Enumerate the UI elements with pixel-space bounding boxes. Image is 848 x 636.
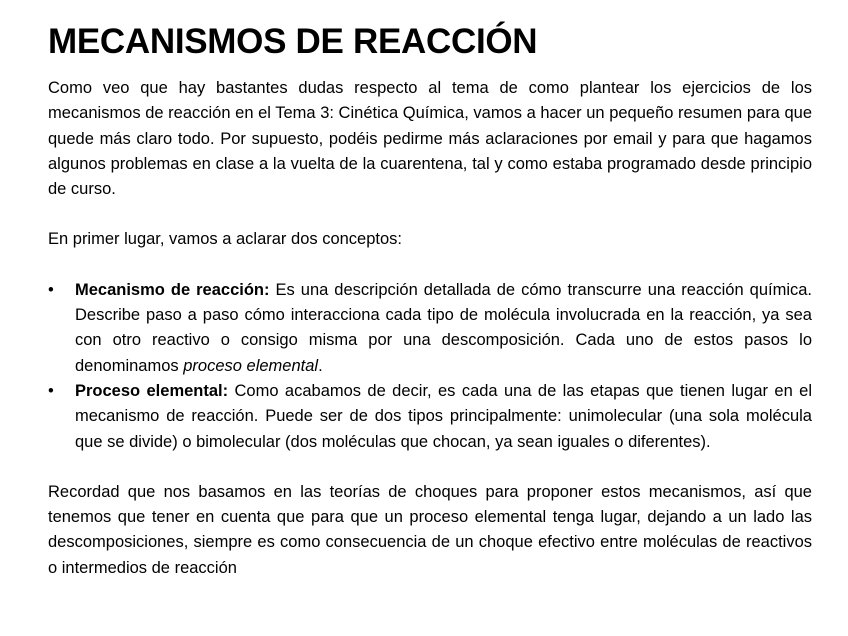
term-mecanismo: Mecanismo de reacción: (75, 280, 270, 299)
paragraph-spacer (48, 202, 812, 227)
document-title: MECANISMOS DE REACCIÓN (48, 22, 538, 61)
document-page (48, 20, 812, 581)
term-proceso: Proceso elemental: (75, 381, 229, 400)
list-item-mecanismo (48, 278, 812, 379)
paragraph-spacer (48, 253, 812, 278)
list-item-proceso (48, 379, 812, 455)
emphasis-proceso-elemental: proceso elemental (183, 356, 319, 375)
bullet-marker: • (48, 381, 54, 400)
definition-proceso: Como acabamos de decir, es cada una de las etapas que tienen lugar en el mecanismo de reacción. Puede ser de dos tipos principalmente: unimolecular (una sola molécula que se divide) o bimolecular (dos moléculas que chocan, ya sean iguales o diferentes). (75, 381, 812, 451)
concept-list (48, 278, 812, 455)
definition-tail: . (318, 356, 323, 375)
paragraph-spacer (48, 455, 812, 480)
bullet-marker: • (48, 280, 54, 299)
closing-paragraph: Recordad que nos basamos en las teorías de choques para proponer estos mecanismos, así que tenemos que tener en cuenta que para que un proceso elemental tenga lugar, dejando a un lado las descomposiciones, siempre es como consecuencia de un choque efectivo entre moléculas de reactivos o intermedios de reacción (48, 482, 812, 577)
intro-paragraph: Como veo que hay bastantes dudas respecto al tema de como plantear los ejercicios de los mecanismos de reacción en el Tema 3: Cinética Química, vamos a hacer un pequeño resumen para que quede más claro todo. Por supuesto, podéis pedirme más aclaraciones por email y para que hagamos algunos problemas en clase a la vuelta de la cuarentena, tal y como estaba programado desde principio de curso. (48, 79, 812, 199)
definition-mecanismo: Es una descripción detallada de cómo transcurre una reacción química. Describe paso a paso cómo interacciona cada tipo de molécula involucrada en la reacción, ya sea con otro reactivo o consigo misma por una descomposición. Cada uno de estos pasos lo denominamos (75, 280, 812, 375)
lead-paragraph: En primer lugar, vamos a aclarar dos conceptos: (48, 230, 403, 249)
